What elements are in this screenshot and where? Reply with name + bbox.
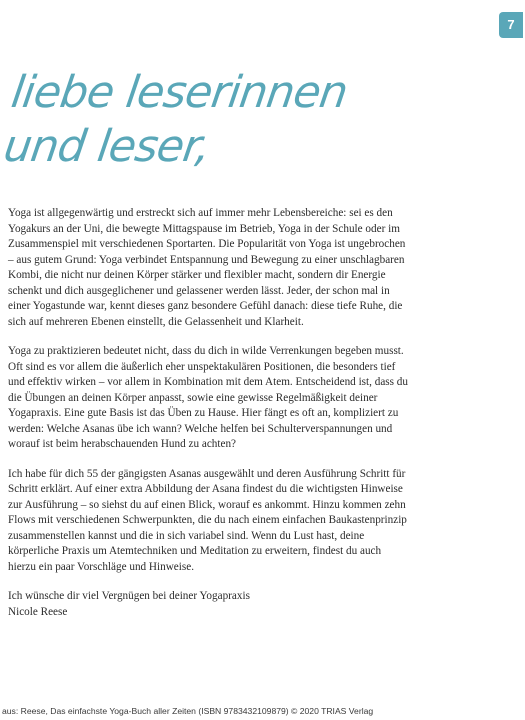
paragraph-3: Ich habe für dich 55 der gängigsten Asanas ausgewählt und deren Ausführung Schritt für Schritt erklärt. Auf einer extra Abbildung der Asana findest du die wichtigsten Hinweise zur Ausführung – so siehst du auf einen Blick, worauf es ankommt. Hinzu kommen zehn Flows mit verschiedenen Schwerpunkten, die du nach einem einfachen Baukastenprinzip zusammenstellen kannst und die in sich variabel sind. Wenn du Lust hast, deine körperliche Praxis um Atemtechniken und Meditation zu erweitern, findest du auch hierzu ein paar Vorschläge und Hinweise.: [8, 467, 407, 573]
title-line-1: liebe leserinnen: [8, 67, 351, 118]
page-title: [0, 66, 435, 174]
source-footer: aus: Reese, Das einfachste Yoga-Buch aller Zeiten (ISBN 9783432109879) © 2020 TRIAS Verlag: [2, 706, 374, 716]
page-number-badge: 7: [499, 12, 523, 38]
title-line-2: und leser,: [0, 121, 213, 172]
body-text: [8, 206, 408, 620]
closing-line: Ich wünsche dir viel Vergnügen bei deiner Yogapraxis: [8, 590, 250, 602]
author-name: Nicole Reese: [8, 605, 68, 618]
paragraph-1: Yoga ist allgegenwärtig und erstreckt sich auf immer mehr Lebensbereiche: sei es den Yogakurs an der Uni, die bewegte Mittagspause im Betrieb, Yoga in der Schule oder im Zusammenspiel mit verschiedenen Sportarten. Die Popularität von Yoga ist ungebrochen – aus gutem Grund: Yoga verbindet Entspannung und Bewegung zu einer unschlagbaren Kombi, die nicht nur deinen Körper stärker und flexibler macht, sondern dir Energie schenkt und dich ausgeglichener und gelassener werden lässt. Jeder, der schon mal in einer Yogastunde war, kennt dieses ganz besondere Gefühl danach: diese tiefe Ruhe, die sich auf mehreren Ebenen einstellt, die Gelassenheit und Klarheit.: [8, 207, 406, 328]
paragraph-2: Yoga zu praktizieren bedeutet nicht, dass du dich in wilde Verrenkungen begeben musst. Oft sind es vor allem die äußerlich eher unspektakulären Positionen, die besonders tief und effektiv wirken – vor allem in Kombination mit dem Atem. Entscheidend ist, dass du die Übungen an deinen Körper anpasst, sowie eine gewisse Regelmäßigkeit deiner Yogapraxis. Eine gute Basis ist das Üben zu Hause. Hier fängt es oft an, kompliziert zu werden: Welche Asanas übe ich wann? Welche helfen bei Schulterverspannungen und worauf ist beim herabschauenden Hund zu achten?: [8, 345, 408, 450]
